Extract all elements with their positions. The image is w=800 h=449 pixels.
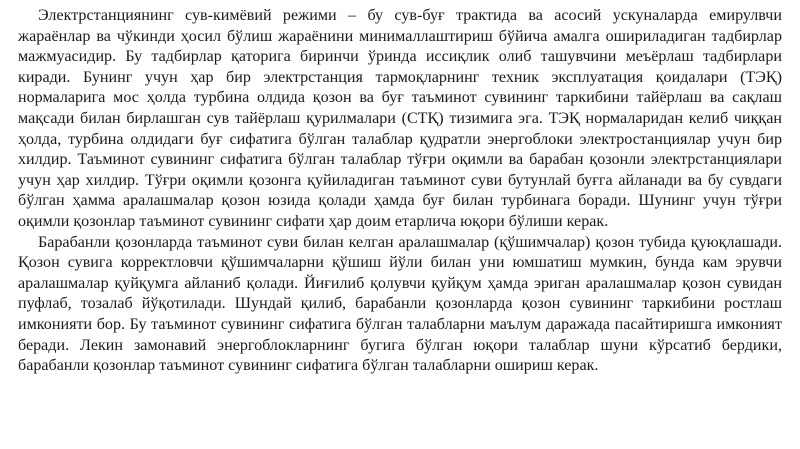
paragraph-water-chemistry-regime: Электрстанциянинг сув-кимёвий режими – бу сув-буғ трактида ва асосий ускуналарда емирулвчи жараёнлар ва чўкинди ҳосил бўлиш жараёнини минималлаштириш бўйича амалга ошириладиган тадбирлар мажмуасидир. Бу тадбирлар қаторига биринчи ўринда иссиқлик олиб ташувчини меъёрлаш тадбирлари киради. Бунинг учун ҳар бир электрстанция тармоқларнинг техник эксплуатация қоидалари (ТЭҚ) нормаларига мос ҳолда турбина олдида қозон ва буғ таъминот сувининг таркибини тайёрлаш ва сақлаш мақсади билан бирлашган сув тайёрлаш қурилмалари (СТҚ) тизимига эга. ТЭҚ нормаларидан келиб чиққан ҳолда, турбина олдидаги буғ сифатига бўлган талаблар қудратли энергоблоки электростанциялар учун бир хилдир. Таъминот сувининг сифатига бўлган талаблар тўғри оқимли ва барабан қозонли электрстанциялари учун ҳар хилдир. Тўғри оқимли қозонга қуйиладиган таъминот суви бутунлай буғга айланади ва бу сувдаги бўлган ҳамма аралашмалар қозон юзида қолади ҳамда буғ билан турбинага боради. Шунинг учун тўғри оқимли қозонлар таъминот сувининг сифати ҳар доим етарлича юқори бўлиши керак. bbox=[18, 7, 782, 230]
paragraph-drum-boilers: Барабанли қозонларда таъминот суви билан келган аралашмалар (қўшимчалар) қозон тубида қуюқлашади. Қозон сувига корректловчи қўшимчаларни қўшиш йўли билан уни юмшатиш мумкин, бунда кам эрувчи аралашмалар қуйқумга айланиб қолади. Йиғилиб қолувчи қуйқум ҳамда эриган аралашмалар қозон сувидан пуфлаб, тозалаб йўқотилади. Шундай қилиб, барабанли қозонларда қозон сувининг таркибини ростлаш имконияти бор. Бу таъминот сувининг сифатига бўлган талабларни маълум даражада пасайтиришга имконият беради. Лекин замонавий энергоблокларнинг бугига бўлган юқори талаблар шуни кўрсатиб бердики, барабанли қозонлар таъминот сувининг сифатига бўлган талабларни ошириш керак. bbox=[18, 233, 782, 375]
document-body bbox=[18, 6, 782, 377]
